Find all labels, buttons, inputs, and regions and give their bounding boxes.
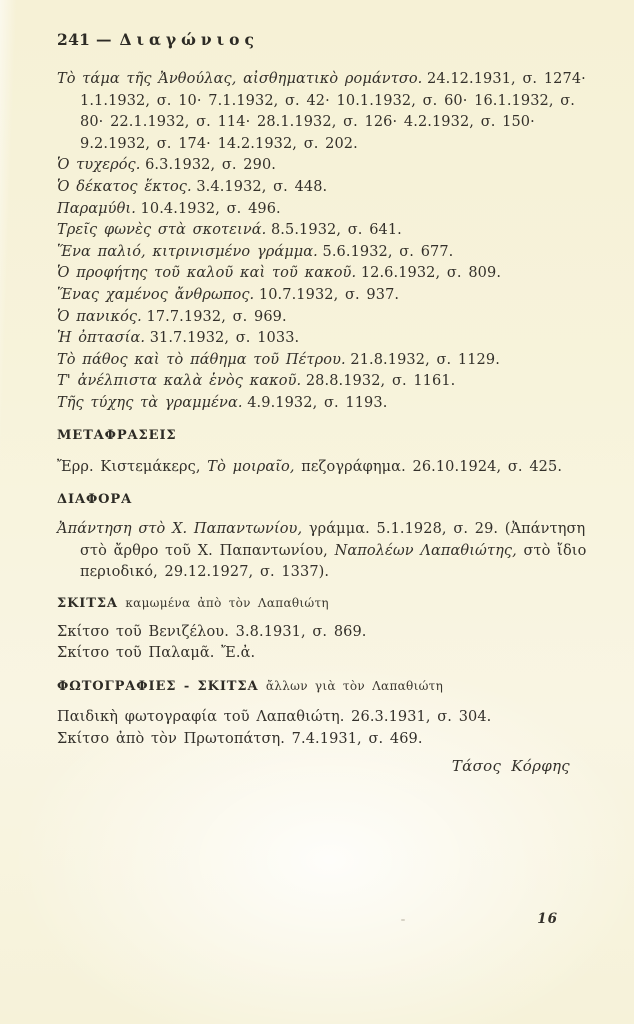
author-name: Ἔρρ. Κιστεμάκερς,: [57, 458, 208, 475]
bibliography-entry: [57, 242, 588, 264]
work-refs: 3.4.1932, σ. 448.: [196, 178, 328, 195]
work-refs: 28.8.1932, σ. 1161.: [305, 373, 456, 390]
bibliography-entry: [57, 220, 588, 242]
work-refs: 21.8.1932, σ. 1129.: [350, 351, 500, 368]
work-title: Τὸ πάθος καὶ τὸ πάθημα τοῦ Πέτρου.: [57, 351, 346, 368]
section-heading-caps: ΦΩΤΟΓΡΑΦΙΕΣ - ΣΚΙΤΣΑ: [57, 679, 259, 695]
work-refs: 10.4.1932, σ. 496.: [140, 200, 281, 217]
bibliography-entry: Σκίτσο τοῦ Παλαμᾶ. Ἔ.ἀ.: [57, 645, 256, 662]
bibliography-entry: Σκίτσο τοῦ Βενιζέλου. 3.8.1931, σ. 869.: [57, 623, 367, 640]
work-refs: 8.5.1932, σ. 641.: [270, 222, 402, 239]
work-refs: 4.9.1932, σ. 1193.: [247, 394, 388, 411]
section-heading-skitsa: [57, 596, 588, 611]
section-heading-subtext: καμωμένα ἀπὸ τὸν Λαπαθιώτη: [125, 595, 329, 610]
work-title: Ἡ ὀπτασία.: [57, 330, 146, 347]
page-header: [57, 30, 588, 49]
work-title: Ὁ τυχερός.: [57, 157, 141, 174]
page-header-number: 241 —: [57, 30, 112, 49]
work-title: Ἕνα παλιό, κιτρινισμένο γράμμα.: [57, 243, 318, 260]
bibliography-entry: Παιδικὴ φωτογραφία τοῦ Λαπαθιώτη. 26.3.1931, σ. 304.: [57, 709, 492, 726]
bibliography-entry: [57, 519, 588, 584]
bibliography-entry: [57, 328, 588, 350]
bibliography-entry: [57, 285, 588, 307]
page-header-title: Διαγώνιος: [119, 30, 259, 49]
bibliography-entry: [57, 350, 588, 372]
bibliography-entry: [57, 69, 588, 155]
work-title: Ὁ δέκατος ἕκτος.: [57, 178, 192, 195]
scan-speck-artifact: [401, 919, 405, 921]
work-refs: 31.7.1932, σ. 1033.: [149, 330, 300, 347]
work-refs: 12.6.1932, σ. 809.: [360, 265, 502, 282]
bibliography-entry: [57, 457, 588, 479]
work-title: Ὁ πανικός.: [57, 308, 142, 325]
section-diagonios-entries: [57, 69, 588, 415]
work-refs: γράμμα. 5.1.1928, σ. 29. (Ἀπάντηση στὸ ἄρθρο τοῦ Χ. Παπαντωνίου,: [80, 521, 586, 559]
work-title: Ἕνας χαμένος ἄνθρωπος.: [57, 286, 255, 303]
work-title: Τ' ἀνέλπιστα καλὰ ἑνὸς κακοῦ.: [57, 373, 302, 390]
work-title: Παραμύθι.: [57, 200, 136, 217]
work-title: Τὸ τάμα τῆς Ἀνθούλας, αἰσθηματικὸ ρομάντσο.: [57, 71, 423, 87]
work-refs: 5.6.1932, σ. 677.: [322, 243, 454, 260]
work-title: Ἀπάντηση στὸ Χ. Παπαντωνίου,: [57, 521, 303, 538]
bibliography-entry: [57, 263, 588, 285]
section-heading-metafraseis: ΜΕΤΑΦΡΑΣΕΙΣ: [57, 427, 177, 443]
bibliography-entry: [57, 371, 588, 393]
bibliography-entry: [57, 199, 588, 221]
work-refs: 17.7.1932, σ. 969.: [146, 308, 287, 325]
work-title: Τὸ μοιραῖο,: [207, 458, 295, 475]
section-heading-caps: ΣΚΙΤΣΑ: [57, 595, 118, 611]
work-title: Τῆς τύχης τὰ γραμμένα.: [57, 394, 243, 411]
bibliography-entry: Σκίτσο ἀπὸ τὸν Πρωτοπάτση. 7.4.1931, σ. 469.: [57, 730, 423, 747]
bibliography-entry: [57, 393, 588, 415]
work-refs: στὸ ἴδιο περιοδικό, 29.12.1927, σ. 1337).: [80, 542, 587, 581]
work-title: Τρεῖς φωνὲς στὰ σκοτεινά.: [57, 222, 267, 239]
page-number: 16: [537, 911, 558, 927]
work-refs: 10.7.1932, σ. 937.: [258, 286, 400, 303]
section-heading-photos: [57, 679, 588, 694]
referenced-article-title: Ναπολέων Λαπαθιώτης,: [334, 542, 517, 559]
bibliography-entry: [57, 307, 588, 329]
section-heading-diafora: ΔΙΑΦΟΡΑ: [57, 492, 133, 508]
work-title: Ὁ προφήτης τοῦ καλοῦ καὶ τοῦ κακοῦ.: [57, 265, 357, 282]
work-refs: 24.12.1931, σ. 1274· 1.1.1932, σ. 10· 7.1.1932, σ. 42· 10.1.1932, σ. 60· 16.1.1932, σ. 80· 22.1.1932, σ. 114· 28.1.1932, σ. 126· 4.2.1932, σ. 150· 9.2.1932, σ. 174· 14.2.1932, σ. 202.: [80, 71, 586, 152]
bibliography-entry: [57, 177, 588, 199]
section-heading-subtext: ἄλλων γιὰ τὸν Λαπαθιώτη: [265, 679, 444, 694]
author-signature: Τάσος Κόρφης: [451, 757, 570, 776]
work-refs: 6.3.1932, σ. 290.: [145, 157, 276, 174]
bibliography-entry: [57, 155, 588, 177]
work-refs: πεζογράφημα. 26.10.1924, σ. 425.: [294, 458, 563, 475]
